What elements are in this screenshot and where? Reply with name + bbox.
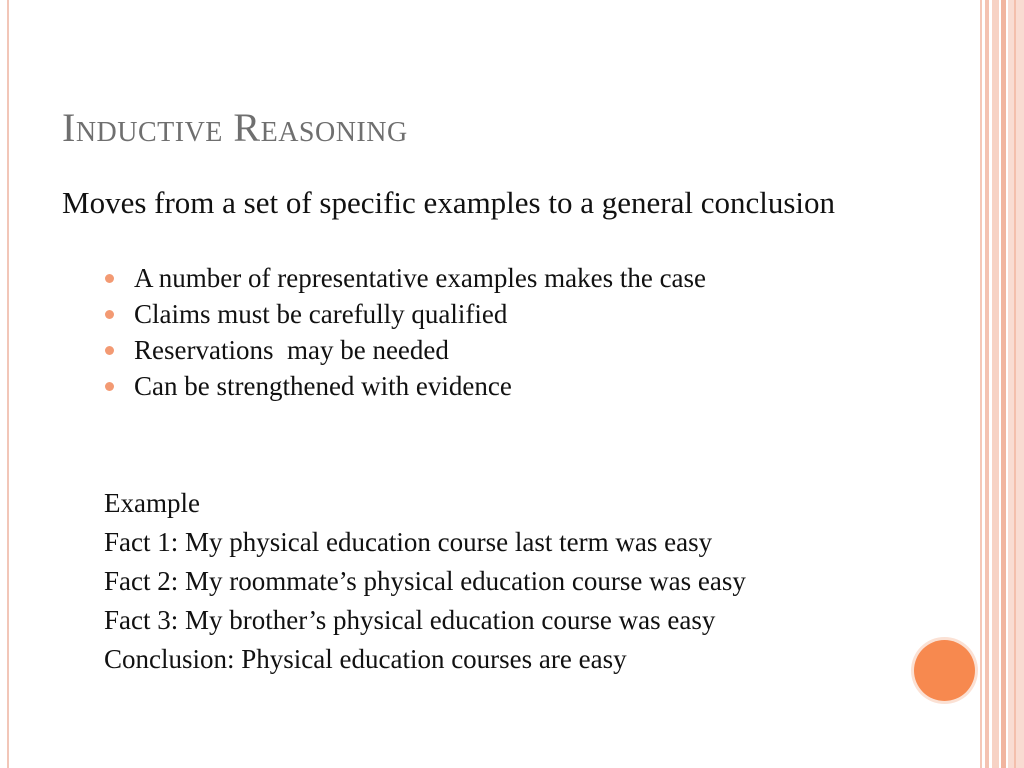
bullet-item [104, 296, 706, 332]
example-conclusion: Conclusion: Physical education courses are easy [104, 644, 627, 674]
right-stripe [992, 0, 999, 768]
bullet-item [104, 368, 706, 404]
example-heading: Example [104, 488, 200, 518]
example-block [104, 484, 746, 679]
example-fact-1: Fact 1: My physical education course last term was easy [104, 527, 713, 557]
example-fact-3: Fact 3: My brother’s physical education course was easy [104, 605, 716, 635]
bullet-dot-icon [105, 346, 114, 355]
left-border-line [7, 0, 9, 768]
accent-circle [914, 640, 975, 701]
right-stripe [1008, 0, 1024, 768]
bullet-dot-icon [105, 274, 114, 283]
example-fact-2: Fact 2: My roommate’s physical education course was easy [104, 566, 746, 596]
bullet-text: Claims must be carefully qualified [134, 299, 508, 329]
bullet-dot-icon [105, 310, 114, 319]
bullet-text: Reservations may be needed [134, 335, 449, 365]
bullet-text: Can be strengthened with evidence [134, 371, 512, 401]
lead-statement: Moves from a set of specific examples to a general conclusion [62, 185, 836, 220]
bullet-dot-icon [105, 382, 114, 391]
bullet-list [104, 260, 706, 404]
bullet-item [104, 332, 706, 368]
right-stripe [1014, 0, 1016, 768]
right-stripe [980, 0, 982, 768]
right-stripe [985, 0, 989, 768]
bullet-text: A number of representative examples makes the case [134, 263, 707, 293]
bullet-item [104, 260, 706, 296]
right-stripe [1001, 0, 1006, 768]
slide-title: Inductive Reasoning [62, 105, 408, 150]
